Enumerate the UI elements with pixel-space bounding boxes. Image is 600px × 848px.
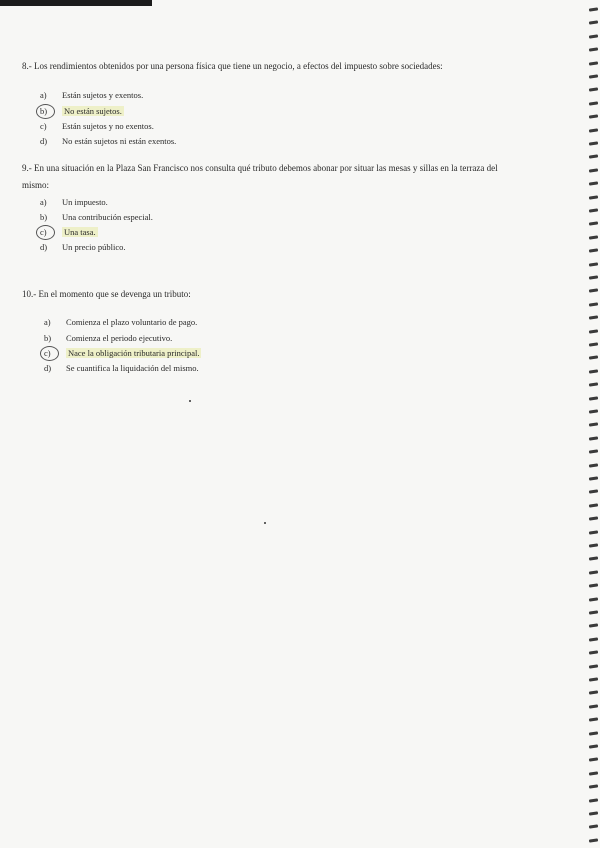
spiral-binding: [582, 0, 600, 848]
q10-option-b: [44, 332, 172, 344]
binding-hole: [589, 355, 598, 359]
option-letter: d): [40, 242, 48, 252]
binding-hole: [589, 824, 598, 828]
binding-hole: [589, 221, 598, 225]
option-letter: a): [40, 197, 47, 207]
binding-hole: [589, 704, 598, 708]
option-letter: a): [40, 90, 47, 100]
binding-hole: [589, 181, 598, 185]
option-letter: a): [44, 317, 51, 327]
binding-hole: [589, 101, 598, 105]
binding-hole: [589, 798, 598, 802]
binding-hole: [589, 449, 598, 453]
option-text-highlighted: Nace la obligación tributaria principal.: [68, 348, 200, 358]
q9-option-d: [40, 241, 126, 253]
binding-hole: [589, 731, 598, 735]
binding-hole: [589, 650, 598, 654]
binding-hole: [589, 302, 598, 306]
binding-hole: [589, 61, 598, 65]
binding-hole: [589, 7, 598, 11]
q8-option-c: [40, 120, 154, 132]
option-letter: c): [40, 227, 47, 237]
binding-hole: [589, 489, 598, 493]
option-text: Un precio público.: [62, 242, 126, 252]
binding-hole: [589, 141, 598, 145]
question-9-text-line2: mismo:: [22, 180, 50, 190]
option-letter: d): [40, 136, 48, 146]
q10-option-d: [44, 362, 199, 374]
binding-hole: [589, 597, 598, 601]
binding-hole: [589, 20, 598, 24]
option-text: Se cuantifica la liquidación del mismo.: [66, 363, 199, 373]
binding-hole: [589, 677, 598, 681]
q10-option-c: [44, 347, 201, 359]
option-letter: b): [40, 212, 48, 222]
scan-edge-bar: [0, 0, 152, 6]
binding-hole: [589, 248, 598, 252]
question-10: [22, 288, 191, 300]
binding-hole: [589, 409, 598, 413]
binding-hole: [589, 717, 598, 721]
binding-hole: [589, 128, 598, 132]
binding-hole: [589, 744, 598, 748]
option-text: Comienza el periodo ejecutivo.: [66, 333, 173, 343]
binding-hole: [589, 811, 598, 815]
binding-hole: [589, 382, 598, 386]
binding-hole: [589, 74, 598, 78]
binding-hole: [589, 784, 598, 788]
binding-hole: [589, 154, 598, 158]
q9-option-b: [40, 211, 153, 223]
binding-hole: [589, 664, 598, 668]
question-9: [22, 162, 498, 191]
binding-hole: [589, 757, 598, 761]
scan-speck: [264, 522, 266, 524]
binding-hole: [589, 195, 598, 199]
question-9-text-line1: 9.- En una situación en la Plaza San Francisco nos consulta qué tributo debemos abonar por situar las mesas y sillas en la terraza del: [22, 163, 498, 173]
option-text: Un impuesto.: [62, 197, 108, 207]
q9-option-a: [40, 196, 108, 208]
binding-hole: [589, 436, 598, 440]
binding-hole: [589, 570, 598, 574]
option-text: Están sujetos y exentos.: [62, 90, 144, 100]
scan-speck: [189, 400, 191, 402]
binding-hole: [589, 235, 598, 239]
binding-hole: [589, 610, 598, 614]
q8-option-a: [40, 89, 143, 101]
option-letter: c): [40, 121, 47, 131]
binding-hole: [589, 530, 598, 534]
binding-hole: [589, 771, 598, 775]
binding-hole: [589, 516, 598, 520]
binding-hole: [589, 208, 598, 212]
binding-hole: [589, 168, 598, 172]
option-text: Una contribución especial.: [62, 212, 153, 222]
binding-hole: [589, 47, 598, 51]
binding-hole: [589, 315, 598, 319]
binding-hole: [589, 690, 598, 694]
option-text-highlighted: No están sujetos.: [64, 106, 122, 116]
question-8: [22, 60, 443, 72]
question-8-text: 8.- Los rendimientos obtenidos por una persona física que tiene un negocio, a efectos del impuesto sobre sociedades:: [22, 61, 443, 71]
binding-hole: [589, 463, 598, 467]
option-letter: b): [44, 333, 52, 343]
option-letter: b): [40, 106, 48, 116]
binding-hole: [589, 623, 598, 627]
option-letter: d): [44, 363, 52, 373]
binding-hole: [589, 262, 598, 266]
q9-option-c: [40, 226, 98, 238]
binding-hole: [589, 838, 598, 842]
option-text-highlighted: Una tasa.: [64, 227, 96, 237]
option-text: No están sujetos ni están exentos.: [62, 136, 177, 146]
binding-hole: [589, 396, 598, 400]
binding-hole: [589, 503, 598, 507]
option-text: Comienza el plazo voluntario de pago.: [66, 317, 198, 327]
binding-hole: [589, 637, 598, 641]
question-10-text: 10.- En el momento que se devenga un tributo:: [22, 289, 191, 299]
binding-hole: [589, 369, 598, 373]
binding-hole: [589, 288, 598, 292]
q8-option-b: [40, 105, 124, 117]
binding-hole: [589, 275, 598, 279]
binding-hole: [589, 422, 598, 426]
binding-hole: [589, 342, 598, 346]
binding-hole: [589, 556, 598, 560]
binding-hole: [589, 114, 598, 118]
binding-hole: [589, 34, 598, 38]
q8-option-d: [40, 135, 176, 147]
binding-hole: [589, 476, 598, 480]
binding-hole: [589, 329, 598, 333]
q10-option-a: [44, 316, 197, 328]
binding-hole: [589, 543, 598, 547]
option-text: Están sujetos y no exentos.: [62, 121, 154, 131]
binding-hole: [589, 583, 598, 587]
binding-hole: [589, 87, 598, 91]
option-letter: c): [44, 348, 51, 358]
